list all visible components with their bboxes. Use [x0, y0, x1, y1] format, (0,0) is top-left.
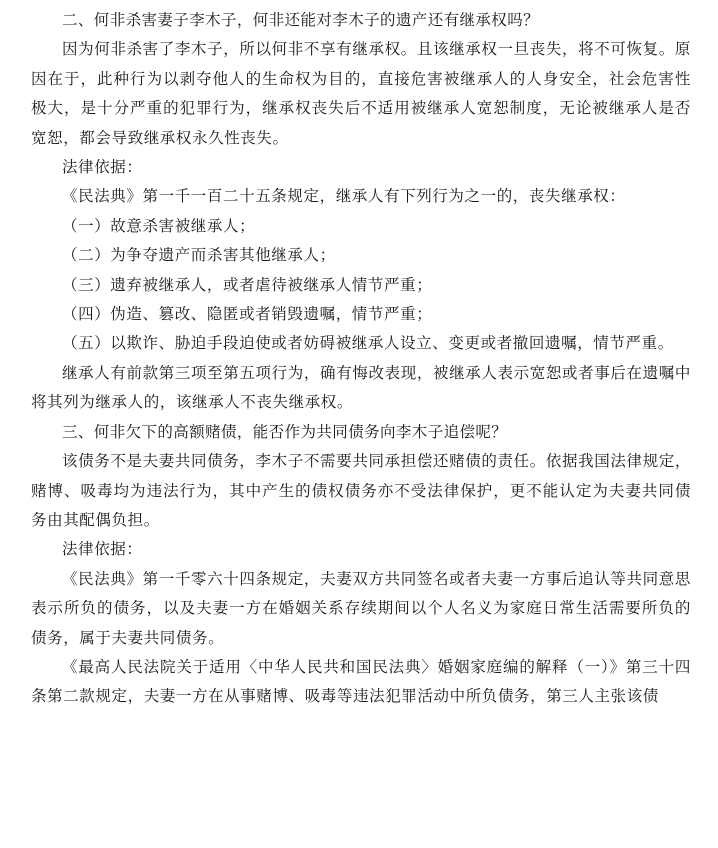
- section-heading-3: 三、何非欠下的高额赌债，能否作为共同债务向李木子追偿呢？: [62, 422, 508, 441]
- article-1125-intro: 《民法典》第一千一百二十五条规定，继承人有下列行为之一的，丧失继承权：: [62, 187, 626, 206]
- paragraph-gambling-debt: 该债务不是夫妻共同债务，李木子不需要共同承担偿还赌债的责任。依据我国法律规定，赌博、吸毒均为违法行为，其中产生的债权债务亦不受法律保护，更不能认定为夫妻共同债务由其配偶负担。: [31, 452, 691, 529]
- article-1125-item-1: （一）故意杀害被继承人；: [62, 216, 256, 235]
- judicial-interpretation-article-34: 《最高人民法院关于适用〈中华人民共和国民法典〉婚姻家庭编的解释（一）》第三十四条第二款规定，夫妻一方在从事赌博、吸毒等违法犯罪活动中所负债务，第三人主张该债: [31, 657, 691, 706]
- article-1125-item-4: （四）伪造、篡改、隐匿或者销毁遗嘱，情节严重；: [62, 305, 433, 324]
- article-1125-item-5: （五）以欺诈、胁迫手段迫使或者妨碍被继承人设立、变更或者撤回遗嘱，情节严重。: [62, 334, 674, 353]
- article-1125-second-clause: 继承人有前款第三项至第五项行为，确有悔改表现，被继承人表示宽恕或者事后在遗嘱中将其列为继承人的，该继承人不丧失继承权。: [31, 363, 691, 412]
- document-body: [31, 0, 691, 712]
- legal-basis-label-2: 法律依据：: [62, 540, 143, 559]
- section-heading-2: 二、何非杀害妻子李木子，何非还能对李木子的遗产还有继承权吗？: [62, 11, 540, 29]
- article-1064: 《民法典》第一千零六十四条规定，夫妻双方共同签名或者夫妻一方事后追认等共同意思表示所负的债务，以及夫妻一方在婚姻关系存续期间以个人名义为家庭日常生活需要所负的债务，属于夫妻共同债务。: [31, 569, 691, 647]
- paragraph-inheritance-loss: 因为何非杀害了李木子，所以何非不享有继承权。且该继承权一旦丧失，将不可恢复。原因在于，此种行为以剥夺他人的生命权为目的，直接危害被继承人的人身安全，社会危害性极大，是十分严重的犯罪行为，继承权丧失后不适用被继承人宽恕制度，无论被继承人是否宽恕，都会导致继承权永久性丧失。: [31, 40, 691, 147]
- article-1125-item-2: （二）为争夺遗产而杀害其他继承人；: [62, 246, 336, 265]
- legal-basis-label: 法律依据：: [62, 158, 143, 177]
- article-1125-item-3: （三）遗弃被继承人，或者虐待被继承人情节严重；: [62, 275, 433, 294]
